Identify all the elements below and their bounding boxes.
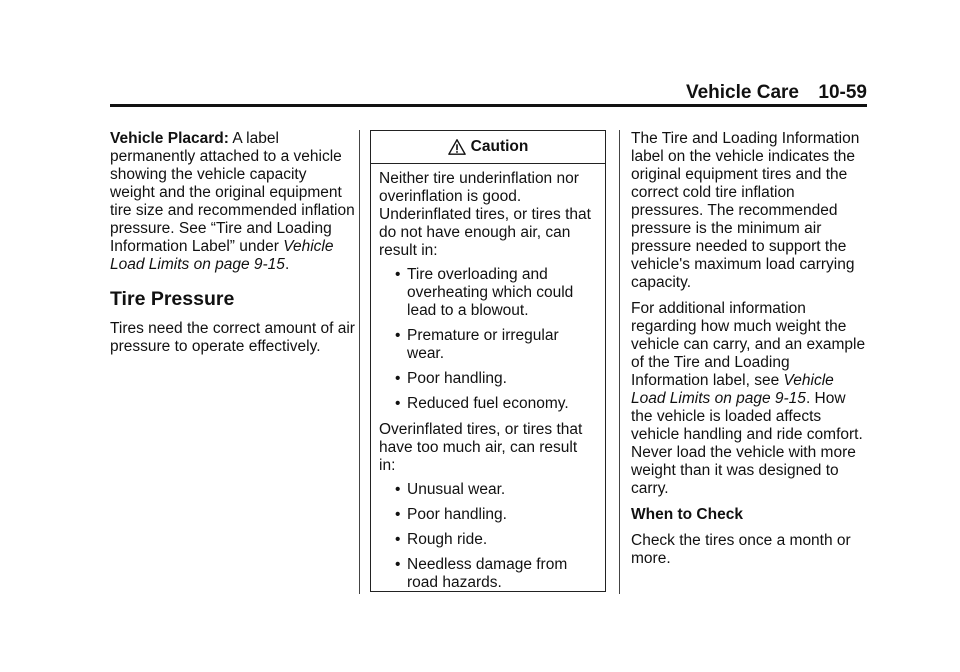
list-item: • Rough ride. — [395, 531, 488, 548]
vehicle-placard-paragraph — [110, 130, 355, 274]
caution-para-overinflation: Overinflated tires, or tires that have too much air, can result in: — [379, 421, 583, 474]
column-divider-left — [359, 130, 360, 594]
right-column — [631, 130, 871, 576]
list-item: • Tire overloading and overheating which could lead to a blowout. — [395, 266, 574, 319]
underinflation-list — [379, 266, 597, 413]
list-item: • Premature or irregular wear. — [395, 327, 559, 362]
left-column — [110, 130, 355, 364]
caution-title: Caution — [470, 138, 529, 155]
overinflation-list — [379, 481, 597, 592]
caution-header — [371, 131, 605, 164]
when-to-check-heading: When to Check — [631, 506, 743, 523]
list-item: • Unusual wear. — [395, 481, 506, 498]
list-item: • Poor handling. — [395, 506, 507, 523]
list-item: • Poor handling. — [395, 370, 507, 387]
placard-end: . — [284, 256, 290, 273]
placard-term: Vehicle Placard — [110, 130, 224, 147]
caution-box — [370, 130, 606, 592]
placard-colon: : — [223, 130, 229, 147]
loading-label-paragraph: The Tire and Loading Information label on the vehicle indicates the original equipment tires and the correct cold tire inflation pressures. The recommended pressure is the minimum air pressure needed to support the vehicle's maximum load carrying capacity. — [631, 130, 860, 291]
list-item: • Needless damage from road hazards. — [395, 556, 568, 591]
header-rule — [110, 104, 867, 107]
caution-body — [371, 164, 605, 592]
page-number: 10-59 — [818, 82, 867, 103]
list-item: • Reduced fuel economy. — [395, 395, 569, 412]
tire-pressure-intro: Tires need the correct amount of air pressure to operate effectively. — [110, 320, 355, 355]
warning-triangle-icon — [448, 138, 466, 156]
load-limits-link[interactable]: Vehicle Load Limits on page 9-15 — [631, 372, 834, 407]
column-divider-right — [619, 130, 620, 594]
page-header — [110, 82, 867, 104]
caution-para-underinflation: Neither tire underinflation nor overinflation is good. Underinflated tires, or tires that do not have enough air, can result in: — [379, 170, 591, 259]
additional-info-paragraph: For additional information regarding how much weight the vehicle can carry, and an example of the Tire and Loading Information label, see Vehicle Load Limits on page 9-15. How the vehicle is loaded affects vehicle handling and ride comfort. Never load the vehicle with more weight than it was designed to carry. — [631, 300, 866, 497]
section-title: Vehicle Care — [685, 82, 799, 103]
placard-text: A label permanently attached to a vehicle showing the vehicle capacity weight and the original equipment tire size and recommended inflation pressure. See “Tire and Loading Information Label” under — [110, 130, 355, 255]
tire-pressure-heading: Tire Pressure — [110, 288, 235, 310]
placard-link[interactable]: Vehicle Load Limits on page 9-15 — [110, 238, 334, 273]
when-to-check-text: Check the tires once a month or more. — [631, 532, 851, 567]
